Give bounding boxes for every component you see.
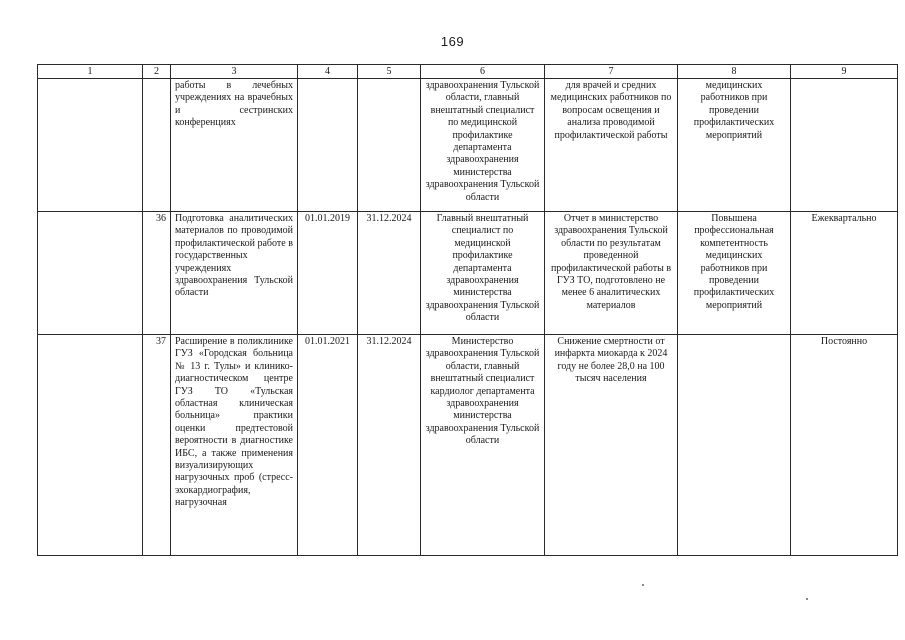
row-number: 37	[143, 335, 171, 556]
scan-speck	[642, 584, 644, 586]
column-header: 1	[38, 65, 143, 79]
result-cell: для врачей и средних медицинских работников по вопросам освещения и анализа проводимой профилактической работы	[545, 79, 678, 212]
indicator-cell: медицинских работников при проведении профилактических мероприятий	[678, 79, 791, 212]
empty-cell	[38, 79, 143, 212]
column-header: 3	[171, 65, 298, 79]
column-header: 2	[143, 65, 171, 79]
responsible-cell: здравоохранения Тульской области, главный внештатный специалист по медицинской профилактике департамента здравоохранения министерства здравоохранения Тульской области	[421, 79, 545, 212]
empty-cell	[38, 212, 143, 335]
column-header: 6	[421, 65, 545, 79]
result-cell: Снижение смертности от инфаркта миокарда к 2024 году не более 28,0 на 100 тысяч населения	[545, 335, 678, 556]
table-row	[38, 79, 898, 212]
responsible-cell: Министерство здравоохранения Тульской области, главный внештатный специалист кардиолог департамента здравоохранения министерства здравоохранения Тульской области	[421, 335, 545, 556]
page-number: 169	[440, 34, 465, 49]
frequency-cell: Постоянно	[791, 335, 898, 556]
responsible-cell: Главный внештатный специалист по медицинской профилактике департамента здравоохранения министерства здравоохранения Тульской области	[421, 212, 545, 335]
scan-speck	[806, 598, 808, 600]
column-header: 4	[298, 65, 358, 79]
empty-cell	[38, 335, 143, 556]
column-number-row	[38, 65, 898, 79]
frequency-cell: Ежеквартально	[791, 212, 898, 335]
start-date	[298, 79, 358, 212]
action-cell: Расширение в поликлинике ГУЗ «Городская больница № 13 г. Тулы» и клинико-диагностическом центре ГУЗ ТО «Тульская областная клиническая больница» практики оценки предтестовой вероятности в диагностике ИБС, а также применения визуализирующих нагрузочных проб (стресс-эхокардиография, нагрузочная	[171, 335, 298, 556]
start-date: 01.01.2019	[298, 212, 358, 335]
indicator-cell	[678, 335, 791, 556]
row-number	[143, 79, 171, 212]
end-date: 31.12.2024	[358, 212, 421, 335]
frequency-cell	[791, 79, 898, 212]
table-row	[38, 212, 898, 335]
end-date: 31.12.2024	[358, 335, 421, 556]
start-date: 01.01.2021	[298, 335, 358, 556]
action-cell: Подготовка аналитических материалов по проводимой профилактической работе в государственных учреждениях здравоохранения Тульской области	[171, 212, 298, 335]
column-header: 9	[791, 65, 898, 79]
plan-table	[37, 64, 898, 556]
indicator-cell: Повышена профессиональная компетентность медицинских работников при проведении профилактических мероприятий	[678, 212, 791, 335]
result-cell: Отчет в министерство здравоохранения Тульской области по результатам проведенной профилактической работы в ГУЗ ТО, подготовлено не менее 6 аналитических материалов	[545, 212, 678, 335]
row-number: 36	[143, 212, 171, 335]
end-date	[358, 79, 421, 212]
action-cell: работы в лечебных учреждениях на врачебных и сестринских конференциях	[171, 79, 298, 212]
table-row	[38, 335, 898, 556]
column-header: 5	[358, 65, 421, 79]
column-header: 8	[678, 65, 791, 79]
column-header: 7	[545, 65, 678, 79]
